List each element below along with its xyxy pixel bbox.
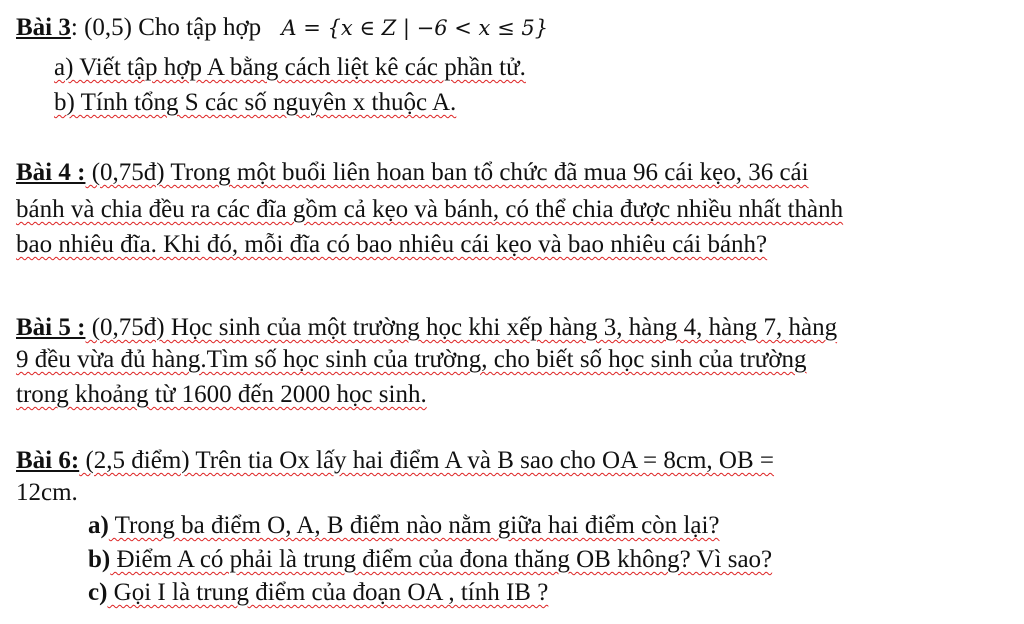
bai6-part-b-label: b) — [88, 546, 111, 573]
bai6-line1 — [16, 446, 774, 476]
bai3-intro: : (0,5) Cho tập hợp — [70, 14, 262, 41]
bai5-line3 — [16, 380, 427, 410]
bai5-line2 — [16, 345, 807, 375]
bai6-part-b — [88, 545, 772, 575]
bai3-part-a — [54, 53, 526, 83]
bai5-line3-text: trong khoảng từ 1600 đến 2000 học sinh. — [16, 381, 427, 408]
bai6-part-a-label: a) — [88, 512, 109, 539]
bai6-line2 — [16, 478, 78, 508]
bai6-part-c-text: Gọi I là trung điểm của đoạn OA , tính IB ? — [107, 579, 549, 606]
bai6-line1-text: (2,5 điểm) Trên tia Ox lấy hai điểm A và B sao cho OA = 8cm, OB = — [79, 447, 775, 474]
bai6-part-a — [88, 511, 720, 541]
bai5-line1 — [16, 313, 837, 343]
bai6-part-c — [88, 578, 548, 608]
bai6-label: Bài 6: — [16, 447, 80, 474]
bai6-part-a-text: Trong ba điểm O, A, B điểm nào nằm giữa hai điểm còn lại? — [108, 512, 720, 539]
bai4-line3 — [16, 230, 767, 260]
bai6-line2-text: 12cm. — [16, 479, 78, 506]
bai4-line2 — [16, 195, 843, 225]
bai6-part-c-label: c) — [88, 579, 108, 606]
bai3-heading — [16, 13, 548, 43]
bai6-part-b-text: Điểm A có phải là trung điểm của đona thăng OB không? Vì sao? — [110, 546, 773, 573]
bai5-line2-text: 9 đều vừa đủ hàng.Tìm số học sinh của trường, cho biết số học sinh của trường — [16, 346, 807, 373]
bai3-label: Bài 3 — [16, 14, 71, 41]
bai3-part-a-text: a) Viết tập hợp A bằng cách liệt kê các phần tử. — [54, 54, 526, 81]
bai4-line1 — [16, 158, 809, 188]
bai4-line1-text: (0,75đ) Trong một buổi liên hoan ban tổ chức đã mua 96 cái kẹo, 36 cái — [85, 159, 809, 186]
bai5-label: Bài 5 : — [16, 314, 86, 341]
bai4-line2-text: bánh và chia đều ra các đĩa gồm cả kẹo và bánh, có thể chia được nhiều nhất thành — [16, 196, 844, 223]
bai5-line1-text: (0,75đ) Học sinh của một trường học khi xếp hàng 3, hàng 4, hàng 7, hàng — [85, 314, 838, 341]
bai3-set-formula: A = {x ∈ Z | −6 < x ≤ 5} — [281, 16, 549, 40]
bai4-label: Bài 4 : — [16, 159, 86, 186]
bai3-part-b-text: b) Tính tổng S các số nguyên x thuộc A. — [54, 89, 457, 116]
bai4-line3-text: bao nhiêu đĩa. Khi đó, mỗi đĩa có bao nhiêu cái kẹo và bao nhiêu cái bánh? — [16, 231, 768, 258]
bai3-part-b — [54, 88, 456, 118]
